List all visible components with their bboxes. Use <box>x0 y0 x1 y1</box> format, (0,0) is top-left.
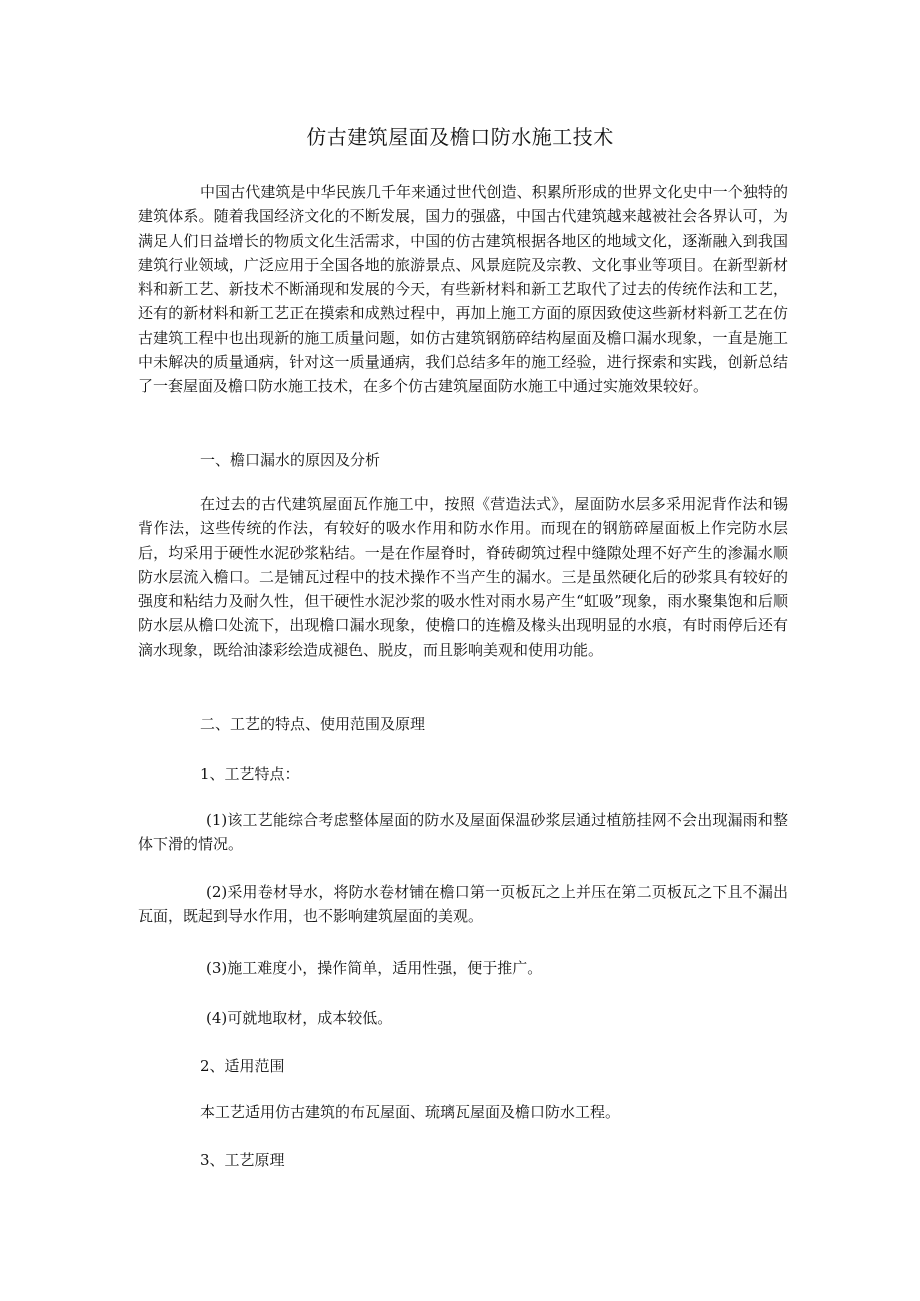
subheading-principle: 3、工艺原理 <box>200 1151 285 1169</box>
document-title: 仿古建筑屋面及檐口防水施工技术 <box>306 125 614 149</box>
feature-item: (4)可就地取材，成本较低。 <box>206 1009 393 1027</box>
scope-paragraph: 本工艺适用仿古建筑的布瓦屋面、琉璃瓦屋面及檐口防水工程。 <box>200 1103 621 1121</box>
causes-paragraph: 在过去的古代建筑屋面瓦作施工中，按照《营造法式》，屋面防水层多采用泥背作法和锡背作法，这些传统的作法，有较好的吸水作用和防水作用。而现在的钢筋碎屋面板上作完防水层后，均采用于硬性水泥砂浆粘结。一是在作屋脊时，脊砖砌筑过程中缝隙处理不好产生的渗漏水顺防水层流入檐口。二是铺瓦过程中的技术操作不当产生的漏水。三是虽然硬化后的砂浆具有较好的强度和粘结力及耐久性，但干硬性水泥沙浆的吸水性对雨水易产生“虹吸”现象，雨水聚集饱和后顺防水层从檐口处流下，出现檐口漏水现象，使檐口的连檐及椽头出现明显的水痕，有时雨停后还有滴水现象，既给油漆彩绘造成褪色、脱皮，而且影响美观和使用功能。 <box>138 495 788 659</box>
feature-item: (3)施工难度小，操作简单，适用性强，便于推广。 <box>206 959 543 977</box>
intro-paragraph: 中国古代建筑是中华民族几千年来通过世代创造、积累所形成的世界文化史中一个独特的建筑体系。随着我国经济文化的不断发展，国力的强盛，中国古代建筑越来越被社会各界认可，为满足人们日益增长的物质文化生活需求，中国的仿古建筑根据各地区的地域文化，逐渐融入到我国建筑行业领域，广泛应用于全国各地的旅游景点、风景庭院及宗教、文化事业等项目。在新型新材料和新工艺、新技术不断涌现和发展的今天，有些新材料和新工艺取代了过去的传统作法和工艺，还有的新材料和新工艺正在摸索和成熟过程中，再加上施工方面的原因致使这些新材料新工艺在仿古建筑工程中也出现新的施工质量问题，如仿古建筑钢筋碎结构屋面及檐口漏水现象，一直是施工中未解决的质量通病，针对这一质量通病，我们总结多年的施工经验，进行探索和实践，创新总结了一套屋面及檐口防水施工技术，在多个仿古建筑屋面防水施工中通过实施效果较好。 <box>138 183 788 396</box>
section-heading-causes: 一、檐口漏水的原因及分析 <box>200 451 381 469</box>
feature-item: (1)该工艺能综合考虑整体屋面的防水及屋面保温砂浆层通过植筋挂网不会出现漏雨和整体下滑的情况。 <box>138 811 788 854</box>
feature-item: (2)采用卷材导水，将防水卷材铺在檐口第一页板瓦之上并压在第二页板瓦之下且不漏出瓦面，既起到导水作用，也不影响建筑屋面的美观。 <box>138 883 788 926</box>
section-heading-process: 二、工艺的特点、使用范围及原理 <box>200 715 426 733</box>
subheading-features: 1、工艺特点： <box>200 765 300 783</box>
subheading-scope: 2、适用范围 <box>200 1057 285 1075</box>
